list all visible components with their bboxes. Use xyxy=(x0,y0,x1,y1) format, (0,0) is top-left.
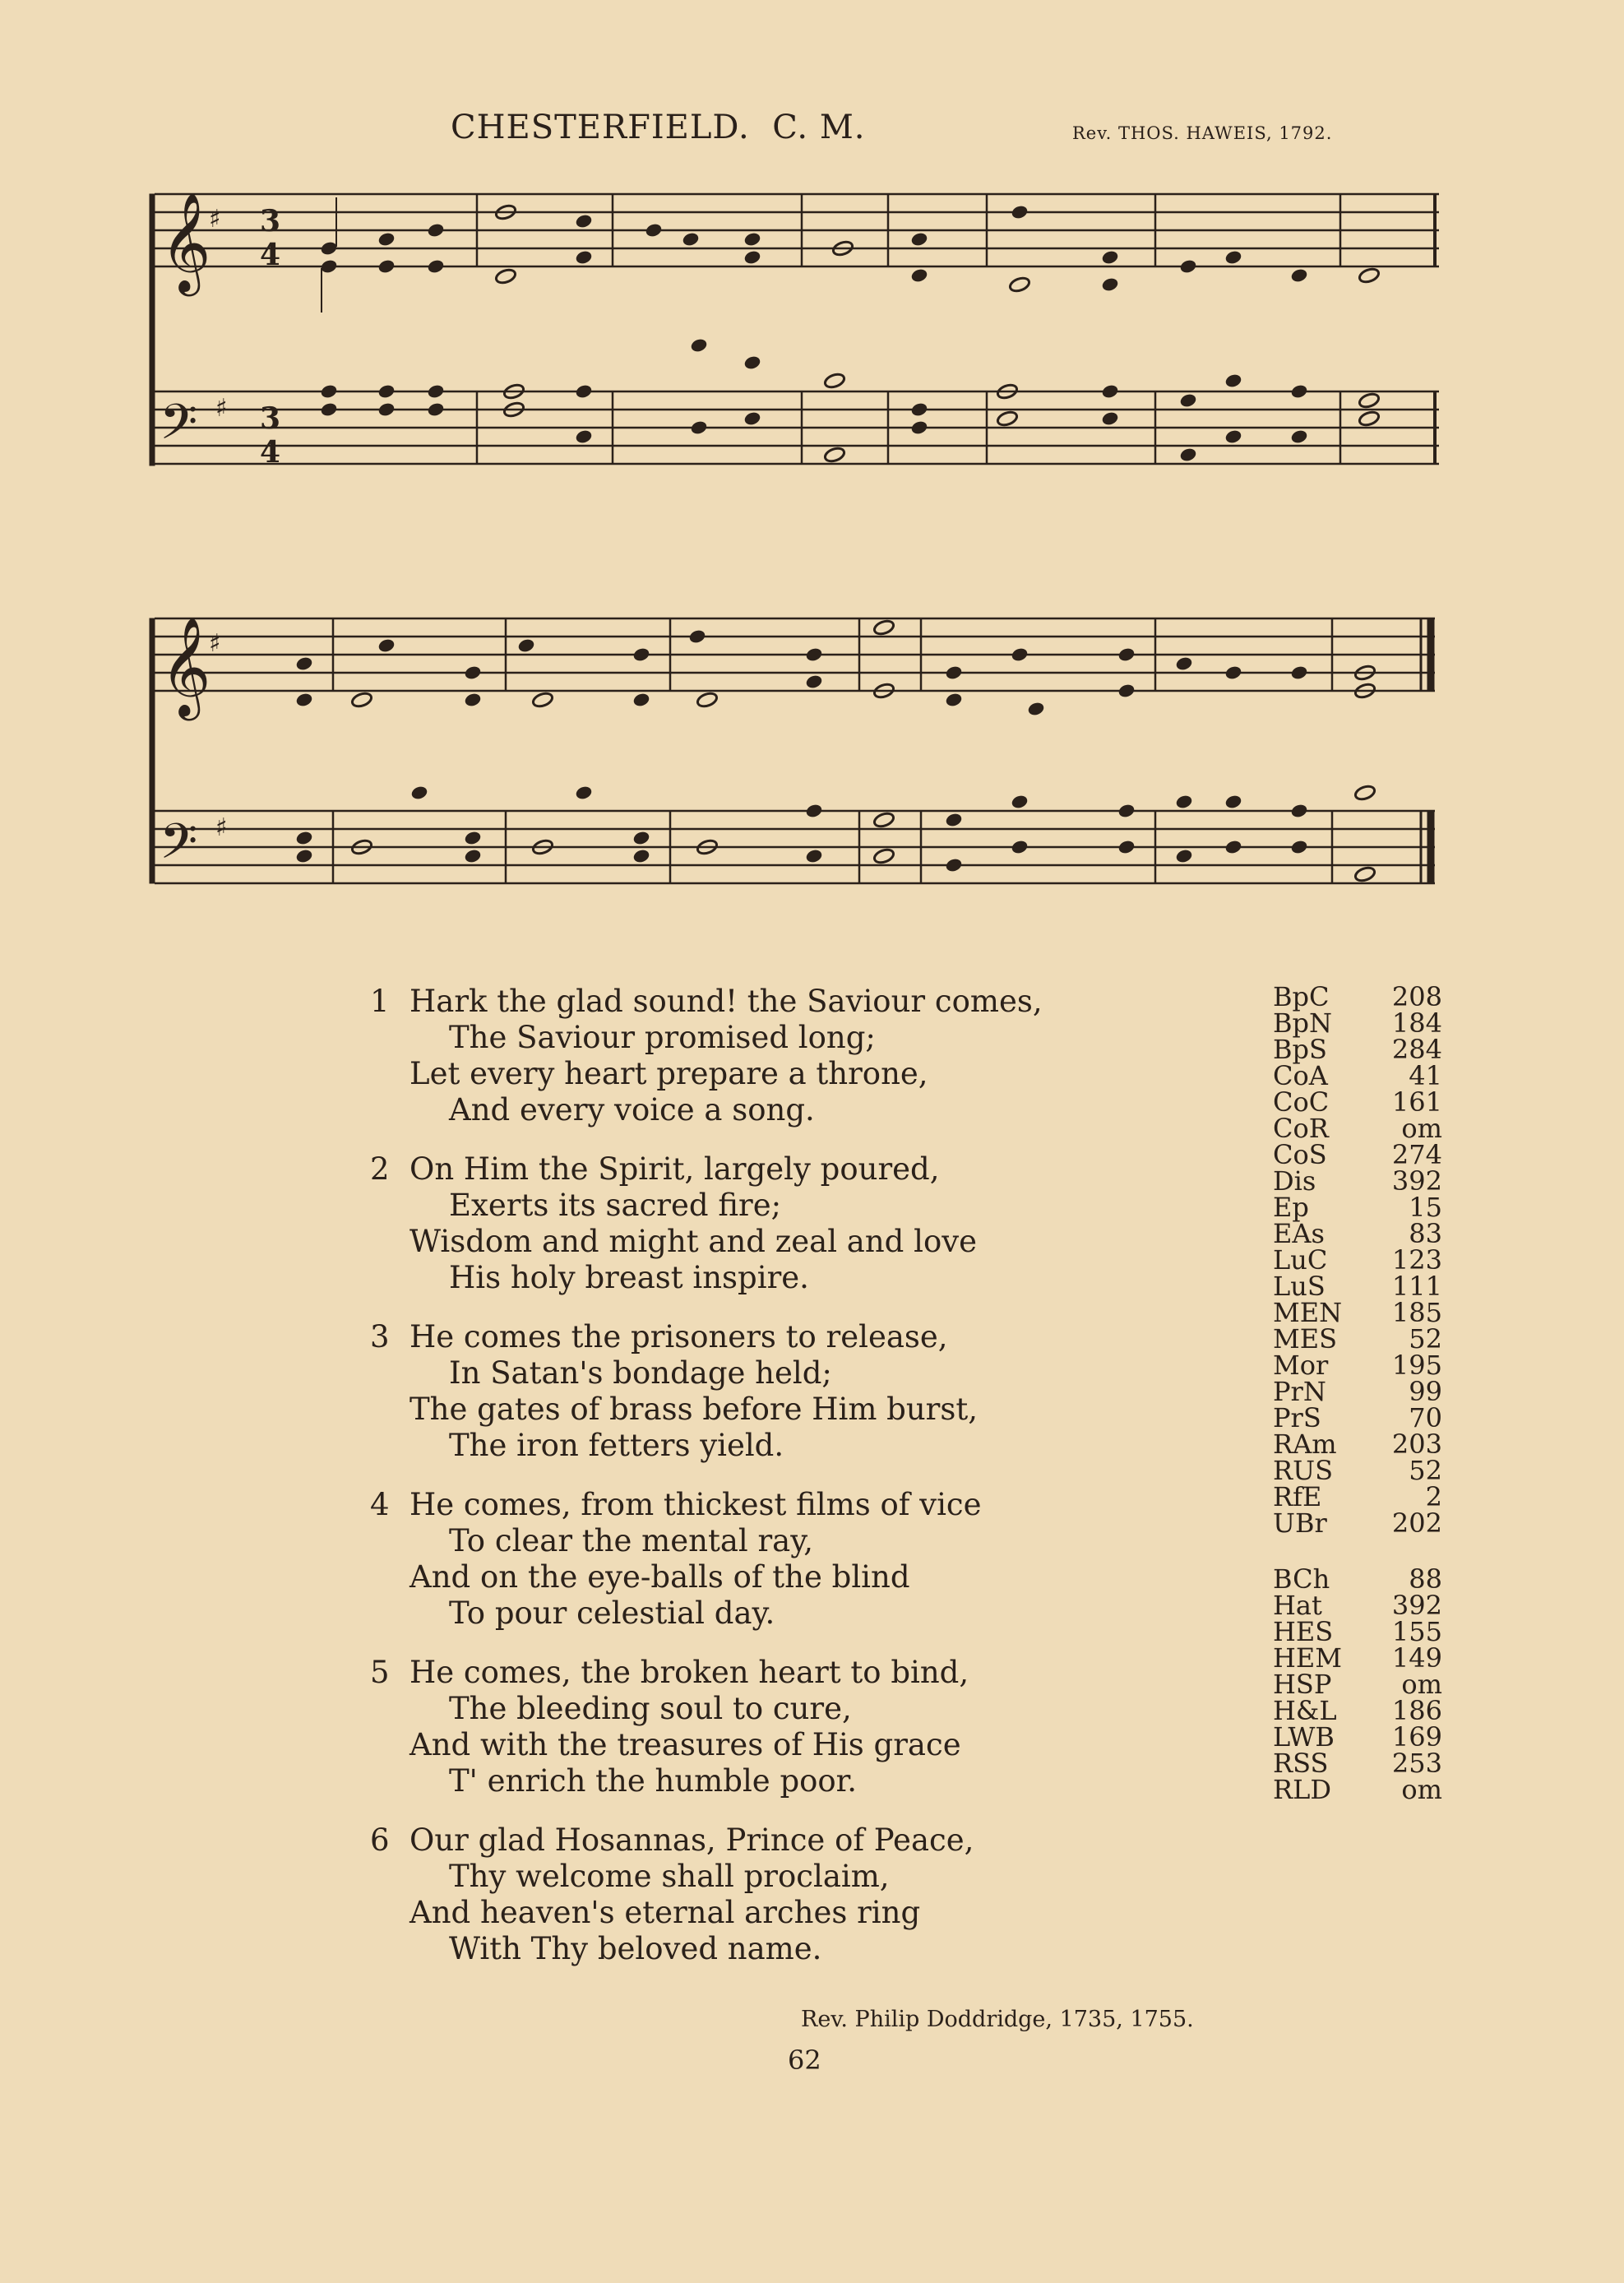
stanza-line: Let every heart prepare a throne, xyxy=(409,1056,928,1091)
stanza-line: On Him the Spirit, largely poured, xyxy=(409,1151,940,1187)
reference-row xyxy=(1273,1481,1442,1512)
stanza-1 xyxy=(370,984,1176,1128)
reference-number: 208 xyxy=(1391,981,1442,1012)
stanza-number: 2 xyxy=(370,1151,390,1187)
reference-row xyxy=(1273,1007,1442,1039)
system-2-treble-notes xyxy=(295,618,1376,716)
reference-number: 155 xyxy=(1391,1616,1442,1647)
reference-code: CoR xyxy=(1273,1113,1329,1144)
svg-text:♯: ♯ xyxy=(209,205,221,234)
reference-code: CoA xyxy=(1273,1060,1328,1091)
stanza-number: 3 xyxy=(370,1319,390,1355)
system-1-treble-notes xyxy=(320,197,1380,313)
reference-row xyxy=(1273,1350,1442,1381)
reference-number: 88 xyxy=(1409,1563,1442,1595)
reference-number: 41 xyxy=(1409,1060,1442,1091)
reference-row xyxy=(1273,1721,1442,1753)
stanza-line: He comes, the broken heart to bind, xyxy=(409,1655,969,1690)
reference-code: H&L xyxy=(1273,1695,1337,1726)
reference-row xyxy=(1273,1244,1442,1276)
reference-code: PrS xyxy=(1273,1402,1321,1433)
stanza-line: And with the treasures of His grace xyxy=(409,1727,961,1762)
reference-number: 184 xyxy=(1391,1007,1442,1039)
reference-code: PrN xyxy=(1273,1376,1326,1407)
reference-row xyxy=(1273,1060,1442,1091)
reference-code: EAs xyxy=(1273,1218,1325,1249)
reference-number: 83 xyxy=(1409,1218,1442,1249)
page-number: 62 xyxy=(788,2045,821,2076)
composer-credit: Rev. THOS. HAWEIS, 1792. xyxy=(1072,123,1333,143)
svg-text:4: 4 xyxy=(260,435,281,470)
hymnal-reference-list xyxy=(1273,981,1442,1805)
stanza-line: In Satan's bondage held; xyxy=(449,1355,832,1391)
music-score xyxy=(0,0,1624,905)
reference-number: 52 xyxy=(1409,1455,1442,1486)
reference-code: LuS xyxy=(1273,1271,1326,1302)
reference-number: 15 xyxy=(1409,1192,1442,1223)
system-1-treble-staff xyxy=(150,192,1439,465)
reference-code: UBr xyxy=(1273,1507,1327,1539)
reference-number: 70 xyxy=(1409,1402,1442,1433)
stanza-number: 5 xyxy=(370,1655,390,1690)
reference-code: BpS xyxy=(1273,1034,1327,1065)
reference-row xyxy=(1273,1642,1442,1674)
reference-row xyxy=(1273,1139,1442,1170)
reference-code: RfE xyxy=(1273,1481,1322,1512)
stanza-line: Exerts its sacred fire; xyxy=(449,1188,782,1223)
reference-number: 52 xyxy=(1409,1323,1442,1355)
reference-number: 161 xyxy=(1391,1086,1442,1118)
svg-text:3: 3 xyxy=(260,204,281,238)
stanza-line: The Saviour promised long; xyxy=(449,1020,876,1055)
reference-code: RAm xyxy=(1273,1429,1337,1460)
reference-row xyxy=(1273,981,1442,1012)
reference-row xyxy=(1273,1271,1442,1302)
reference-row xyxy=(1273,1402,1442,1433)
reference-row xyxy=(1273,1507,1442,1539)
stanza-line: The gates of brass before Him burst, xyxy=(409,1392,978,1427)
hymn-stanzas xyxy=(370,984,1176,1990)
reference-row xyxy=(1273,1563,1442,1595)
stanza-line: And every voice a song. xyxy=(449,1092,815,1128)
svg-text:3: 3 xyxy=(260,401,281,436)
stanza-line: Our glad Hosannas, Prince of Peace, xyxy=(409,1822,974,1858)
stanza-6 xyxy=(370,1822,1176,1967)
reference-code: BpC xyxy=(1273,981,1330,1012)
reference-row xyxy=(1273,1697,1442,1724)
reference-number: 202 xyxy=(1391,1507,1442,1539)
reference-number: 253 xyxy=(1391,1748,1442,1779)
stanza-line: And on the eye-balls of the blind xyxy=(409,1559,910,1595)
system-1-bass-staff xyxy=(155,391,1439,470)
reference-number: 203 xyxy=(1391,1429,1442,1460)
reference-code: RLD xyxy=(1273,1774,1331,1805)
reference-row xyxy=(1273,1165,1442,1197)
reference-code: MES xyxy=(1273,1323,1338,1355)
reference-code: HEM xyxy=(1273,1642,1343,1674)
reference-group-gap xyxy=(1273,1536,1442,1566)
reference-number: 111 xyxy=(1391,1271,1442,1302)
stanza-line: His holy breast inspire. xyxy=(449,1260,809,1295)
reference-row xyxy=(1273,1429,1442,1460)
svg-text:♯: ♯ xyxy=(215,813,228,842)
reference-row xyxy=(1273,1618,1442,1645)
svg-text:𝄢: 𝄢 xyxy=(160,393,198,462)
stanza-line: Hark the glad sound! the Saviour comes, xyxy=(409,984,1043,1019)
reference-row xyxy=(1273,1378,1442,1405)
reference-number: 392 xyxy=(1391,1590,1442,1621)
reference-code: MEN xyxy=(1273,1297,1343,1328)
reference-number: om xyxy=(1401,1669,1442,1700)
svg-text:𝄞: 𝄞 xyxy=(160,616,211,716)
reference-code: BCh xyxy=(1273,1563,1330,1595)
reference-code: Mor xyxy=(1273,1350,1329,1381)
stanza-number: 6 xyxy=(370,1822,390,1858)
stanza-line: T' enrich the humble poor. xyxy=(449,1763,858,1799)
stanza-line: The iron fetters yield. xyxy=(449,1428,784,1463)
stanza-line: He comes the prisoners to release, xyxy=(409,1319,948,1355)
reference-code: HES xyxy=(1273,1616,1334,1647)
reference-code: Dis xyxy=(1273,1165,1316,1197)
stanza-line: The bleeding soul to cure, xyxy=(449,1691,852,1726)
reference-number: 195 xyxy=(1391,1350,1442,1381)
reference-code: HSP xyxy=(1273,1669,1332,1700)
svg-text:♯: ♯ xyxy=(209,629,221,658)
svg-text:𝄢: 𝄢 xyxy=(160,813,198,882)
stanza-number: 1 xyxy=(370,984,390,1019)
reference-row xyxy=(1273,1323,1442,1355)
reference-row xyxy=(1273,1669,1442,1700)
reference-row xyxy=(1273,1192,1442,1223)
stanza-5 xyxy=(370,1655,1176,1799)
reference-row xyxy=(1273,1036,1442,1063)
tune-title: CHESTERFIELD. C. M. xyxy=(451,109,866,146)
reference-number: 284 xyxy=(1391,1034,1442,1065)
reference-row xyxy=(1273,1748,1442,1779)
reference-number: om xyxy=(1401,1774,1442,1805)
svg-text:♯: ♯ xyxy=(215,394,228,423)
reference-code: LuC xyxy=(1273,1244,1328,1276)
reference-number: 99 xyxy=(1409,1376,1442,1407)
reference-number: 149 xyxy=(1391,1642,1442,1674)
stanza-line: To clear the mental ray, xyxy=(449,1523,813,1558)
reference-row xyxy=(1273,1115,1442,1142)
reference-code: Ep xyxy=(1273,1192,1309,1223)
reference-number: 392 xyxy=(1391,1165,1442,1197)
reference-row xyxy=(1273,1299,1442,1326)
reference-row xyxy=(1273,1590,1442,1621)
reference-number: 185 xyxy=(1391,1297,1442,1328)
reference-number: 186 xyxy=(1391,1695,1442,1726)
reference-row xyxy=(1273,1776,1442,1803)
system-2-treble-staff xyxy=(150,616,1435,883)
reference-number: 123 xyxy=(1391,1244,1442,1276)
reference-code: Hat xyxy=(1273,1590,1322,1621)
reference-number: 169 xyxy=(1391,1721,1442,1753)
reference-code: LWB xyxy=(1273,1721,1335,1753)
stanza-3 xyxy=(370,1319,1176,1464)
stanza-2 xyxy=(370,1151,1176,1296)
reference-code: RUS xyxy=(1273,1455,1333,1486)
stanza-line: To pour celestial day. xyxy=(449,1595,775,1631)
reference-number: 274 xyxy=(1391,1139,1442,1170)
reference-row xyxy=(1273,1086,1442,1118)
system-2-bass-notes xyxy=(295,784,1376,882)
author-credit: Rev. Philip Doddridge, 1735, 1755. xyxy=(801,2007,1194,2032)
reference-code: CoS xyxy=(1273,1139,1327,1170)
reference-code: BpN xyxy=(1273,1007,1332,1039)
svg-text:𝄞: 𝄞 xyxy=(160,192,211,292)
reference-number: om xyxy=(1401,1113,1442,1144)
reference-code: RSS xyxy=(1273,1748,1329,1779)
reference-number: 2 xyxy=(1425,1481,1442,1512)
reference-row xyxy=(1273,1457,1442,1484)
stanza-line: Thy welcome shall proclaim, xyxy=(449,1859,890,1894)
svg-text:4: 4 xyxy=(260,238,281,272)
stanza-line: And heaven's eternal arches ring xyxy=(409,1895,921,1930)
stanza-line: With Thy beloved name. xyxy=(449,1931,822,1966)
stanza-line: Wisdom and might and zeal and love xyxy=(409,1224,978,1259)
reference-code: CoC xyxy=(1273,1086,1330,1118)
system-2-bass-staff xyxy=(155,811,1435,883)
stanza-number: 4 xyxy=(370,1487,390,1522)
stanza-4 xyxy=(370,1487,1176,1632)
stanza-line: He comes, from thickest films of vice xyxy=(409,1487,982,1522)
reference-row xyxy=(1273,1220,1442,1247)
